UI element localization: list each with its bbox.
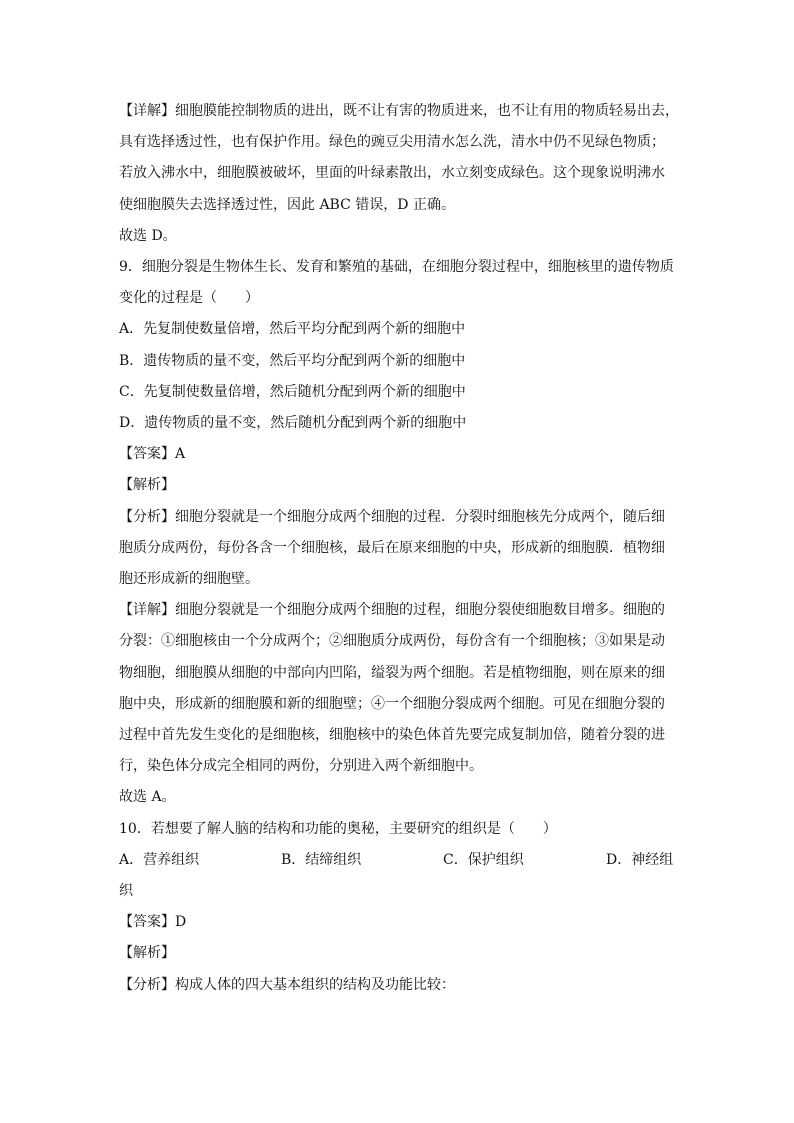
q9-option-d: D．遗传物质的量不变，然后随机分配到两个新的细胞中	[119, 415, 467, 432]
q9-detail-line-2: 分裂：①细胞核由一个分成两个；②细胞质分成两份，每份含有一个细胞核；③如果是动	[119, 633, 665, 650]
q9-analysis-line-1: 【分析】细胞分裂就是一个细胞分成两个细胞的过程．分裂时细胞核先分成两个，随后细	[119, 508, 665, 525]
q10-analysis-line-1: 【分析】构成人体的四大基本组织的结构及功能比较：	[119, 976, 455, 993]
q10-stem: 10．若想要了解人脑的结构和功能的奥秘，主要研究的组织是（ ）	[119, 820, 557, 837]
q9-detail-line-3: 物细胞，细胞膜从细胞的中部向内凹陷，缢裂为两个细胞。若是植物细胞，则在原来的细	[119, 664, 665, 681]
q9-option-a: A．先复制使数量倍增，然后平均分配到两个新的细胞中	[119, 321, 466, 338]
q9-detail-line-4: 胞中央，形成新的细胞膜和新的细胞壁；④一个细胞分裂成两个细胞。可见在细胞分裂的	[119, 695, 665, 712]
q8-detail-line-4: 使细胞膜失去选择透过性，因此 ABC 错误，D 正确。	[119, 196, 455, 213]
q9-answer: 【答案】A	[119, 446, 186, 463]
q9-analysis-line-2: 胞质分成两份，每份各含一个细胞核，最后在原来细胞的中央，形成新的细胞膜．植物细	[119, 539, 665, 556]
q10-option-b: B．结缔组织	[281, 851, 362, 868]
q10-option-d: D．神经组	[606, 851, 674, 868]
q9-detail-line-1: 【详解】细胞分裂就是一个细胞分成两个细胞的过程，细胞分裂使细胞数目增多。细胞的	[119, 602, 665, 619]
q10-options	[119, 845, 675, 876]
q10-option-d-wrap: 织	[119, 883, 133, 900]
q9-analysis-line-3: 胞还形成新的细胞壁。	[119, 571, 259, 588]
q9-conclusion: 故选 A。	[119, 789, 176, 806]
q9-detail-line-5: 过程中首先发生变化的是细胞核，细胞核中的染色体首先要完成复制加倍，随着分裂的进	[119, 727, 665, 744]
q8-detail-line-1: 【详解】细胞膜能控制物质的进出，既不让有害的物质进来，也不让有用的物质轻易出去，	[119, 103, 679, 119]
q10-answer: 【答案】D	[119, 914, 187, 931]
page-content	[119, 96, 679, 1001]
q10-option-c: C．保护组织	[443, 851, 524, 868]
q10-analysis-heading: 【解析】	[119, 945, 175, 962]
q10-option-a: A．营养组织	[119, 851, 200, 868]
q8-conclusion: 故选 D。	[119, 227, 177, 244]
q9-stem-line-2: 变化的过程是（ ）	[119, 290, 259, 307]
q9-stem-line-1: 9．细胞分裂是生物体生长、发育和繁殖的基础，在细胞分裂过程中，细胞核里的遗传物质	[119, 259, 674, 276]
q8-detail-line-3: 若放入沸水中，细胞膜被破坏，里面的叶绿素散出，水立刻变成绿色。这个现象说明沸水	[119, 165, 665, 182]
q8-detail-line-2: 具有选择透过性，也有保护作用。绿色的豌豆尖用清水怎么洗，清水中仍不见绿色物质；	[119, 134, 665, 151]
q9-analysis-heading: 【解析】	[119, 477, 175, 494]
q9-option-c: C．先复制使数量倍增，然后随机分配到两个新的细胞中	[119, 383, 466, 400]
q9-detail-line-6: 行，染色体分成完全相同的两份，分别进入两个新细胞中。	[119, 758, 483, 775]
q9-option-b: B．遗传物质的量不变，然后平均分配到两个新的细胞中	[119, 352, 466, 369]
